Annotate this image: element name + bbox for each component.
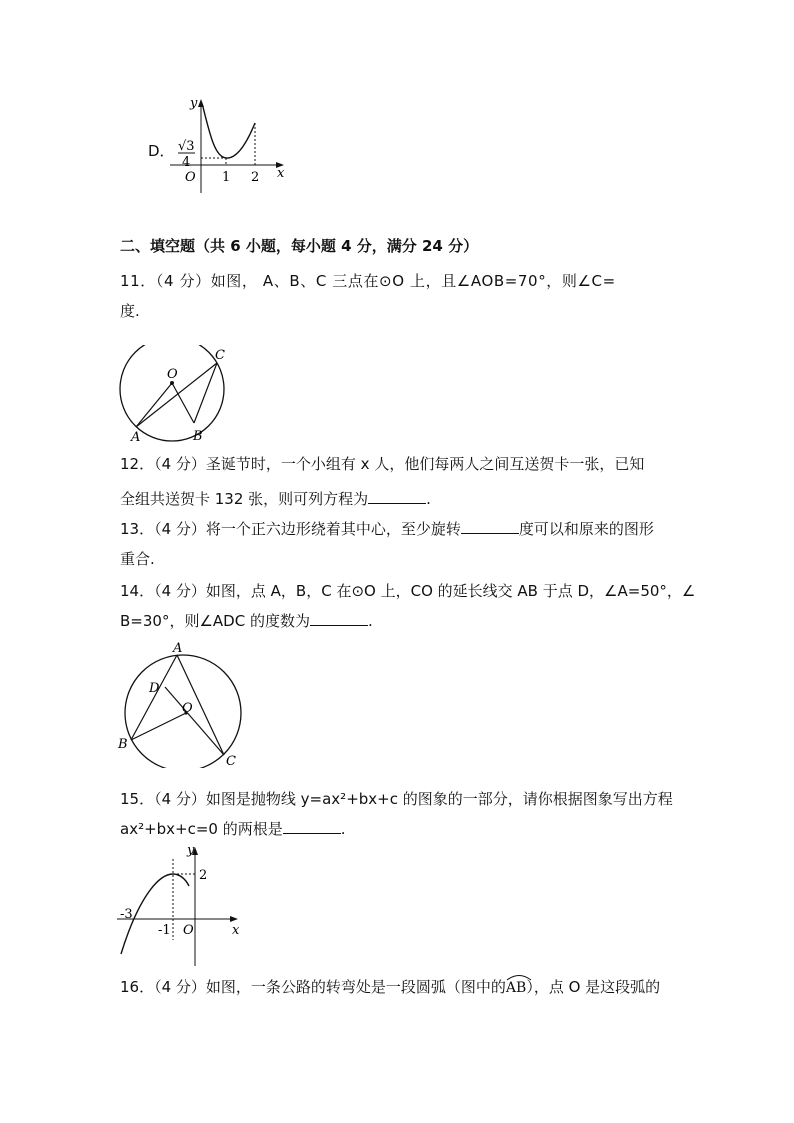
origin-label: O	[185, 170, 196, 185]
x-axis-label: x	[232, 923, 240, 938]
point-b-label: B	[118, 737, 128, 752]
point-d-label: D	[149, 681, 160, 696]
q13-line2: 重合.	[120, 550, 155, 568]
point-a-label: A	[173, 642, 183, 656]
q12-answer-blank	[368, 489, 426, 504]
q15-answer-blank	[283, 819, 341, 834]
q13-line1: 13．（4 分）将一个正六边形绕着其中心，至少旋转 度可以和原来的图形	[120, 520, 654, 538]
neg1-label: -1	[158, 923, 171, 938]
x-axis-label: x	[277, 166, 285, 181]
q14-figure	[114, 642, 250, 768]
q12-line1: 12．（4 分）圣诞节时，一个小组有 x 人，他们每两人之间互送贺卡一张，已知	[120, 455, 645, 473]
q11-figure	[112, 345, 232, 445]
q16-line1: 16．（4 分）如图，一条公路的转弯处是一段圆弧（图中的 AB），点 O 是这段弧的	[120, 977, 660, 998]
q11-line2: 度.	[120, 302, 140, 320]
four-label: 4	[182, 155, 191, 170]
x-tick-2: 2	[251, 170, 260, 185]
origin-label: O	[183, 923, 194, 938]
x-tick-1: 1	[222, 170, 231, 185]
q14-line2: B=30°，则∠ADC 的度数为 .	[120, 612, 373, 630]
point-o-label: O	[167, 367, 178, 382]
q11-line1: 11．（4 分）如图，﻿ A、B、C 三点在⊙O 上，且∠AOB=70°，则∠C=	[120, 272, 616, 290]
y-axis-label: y	[190, 96, 198, 111]
q13-answer-blank	[461, 519, 519, 534]
q12-line2: 全组共送贺卡 132 张，则可列方程为 .	[120, 490, 431, 508]
section-heading: 二、填空题（共 6 小题，每小题 4 分，满分 24 分）	[120, 237, 479, 255]
two-label: 2	[199, 868, 208, 883]
point-b-label: B	[193, 429, 203, 444]
y-axis-label: y	[187, 843, 195, 858]
q15-line1: 15．（4 分）如图是抛物线 y=ax²+bx+c 的图象的一部分，请你根据图象写出方程	[120, 790, 673, 808]
arc-ab: AB	[506, 977, 526, 998]
neg3-label: -3	[120, 907, 133, 922]
option-d-graph	[170, 95, 290, 195]
sqrt3-label: √3	[178, 139, 195, 154]
point-o-label: O	[182, 701, 193, 716]
point-a-label: A	[131, 430, 141, 445]
q15-line2: ax²+bx+c=0 的两根是 .	[120, 820, 346, 838]
point-c-label: C	[226, 754, 236, 768]
q14-answer-blank	[310, 611, 368, 626]
option-d-label: D．	[148, 142, 175, 160]
point-c-label: C	[215, 348, 225, 363]
q14-line1: 14．（4 分）如图，点 A，B，C 在⊙O 上，CO 的延长线交 AB 于点 D，∠A=50°，∠	[120, 582, 696, 600]
q15-figure	[115, 842, 245, 970]
